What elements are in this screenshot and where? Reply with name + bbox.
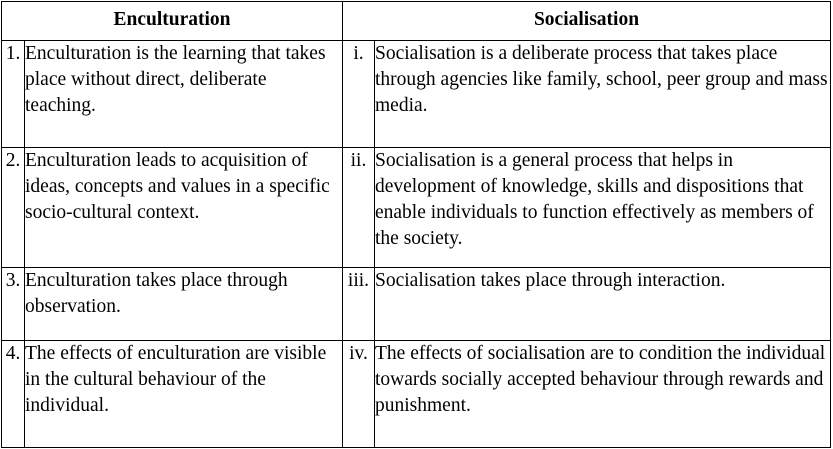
table-row (2, 147, 831, 267)
left-item-text: Enculturation leads to acquisition of ideas, concepts and values in a specific socio-cultural context. (25, 147, 343, 267)
left-item-number: 1. (2, 41, 25, 148)
right-item-text: Socialisation is a deliberate process that takes place through agencies like family, school, peer group and mass media. (375, 41, 831, 148)
left-item-number: 4. (2, 341, 25, 448)
right-item-text: The effects of socialisation are to condition the individual towards socially accepted behaviour through rewards and punishment. (375, 341, 831, 448)
right-item-number: i. (343, 41, 375, 148)
header-socialisation: Socialisation (343, 2, 831, 41)
right-item-number: iv. (343, 341, 375, 448)
left-item-number: 2. (2, 147, 25, 267)
right-item-text: Socialisation is a general process that helps in development of knowledge, skills and dispositions that enable individuals to function effectively as members of the society. (375, 147, 831, 267)
left-item-text: Enculturation is the learning that takes place without direct, deliberate teaching. (25, 41, 343, 148)
left-item-text: The effects of enculturation are visible in the cultural behaviour of the individual. (25, 341, 343, 448)
right-item-text: Socialisation takes place through interaction. (375, 268, 831, 341)
header-row (2, 2, 831, 41)
right-item-number: ii. (343, 147, 375, 267)
left-item-number: 3. (2, 268, 25, 341)
left-item-text: Enculturation takes place through observation. (25, 268, 343, 341)
table-row (2, 268, 831, 341)
comparison-table (1, 1, 831, 448)
header-enculturation: Enculturation (2, 2, 343, 41)
table-row (2, 341, 831, 448)
right-item-number: iii. (343, 268, 375, 341)
table-row (2, 41, 831, 148)
